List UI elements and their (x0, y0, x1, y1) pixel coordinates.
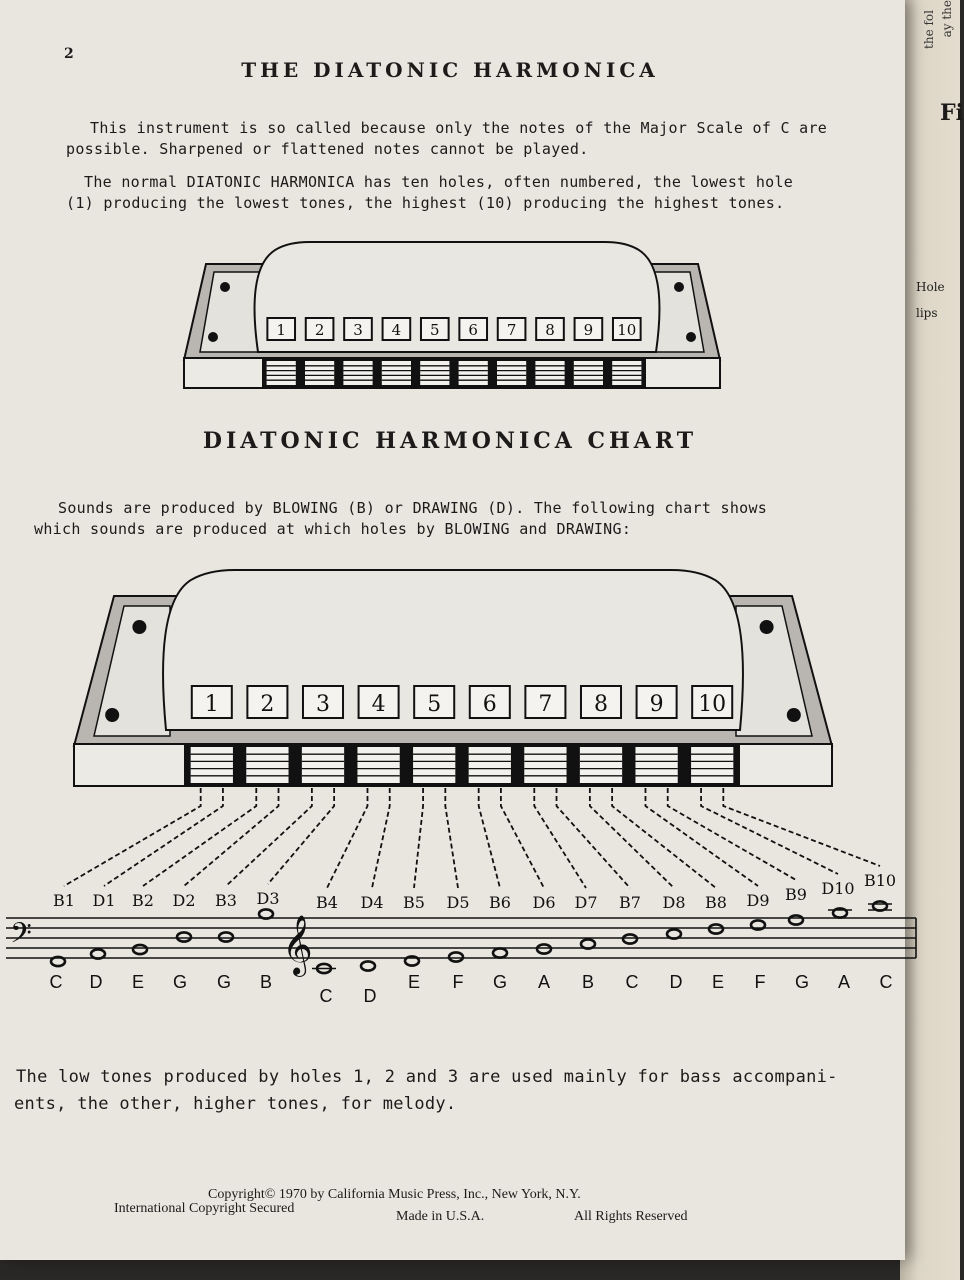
hole-number: 6 (468, 321, 478, 340)
facing-page-fragment: ay the (940, 0, 954, 38)
hole-number: 4 (391, 321, 402, 340)
hole-label: D7 (574, 893, 598, 912)
harmonica-hole (691, 747, 733, 783)
whole-note (493, 948, 507, 957)
harmonica (74, 570, 832, 786)
note-name: G (216, 972, 232, 992)
hole-number: 4 (371, 691, 386, 717)
leader-line (590, 788, 674, 888)
treble-clef-icon: 𝄞 (282, 915, 313, 975)
blow-draw-leaders (64, 788, 880, 888)
closing-paragraph (14, 1064, 914, 1118)
harmonica-hole (413, 747, 455, 783)
whole-note (361, 961, 375, 970)
note-name: G (492, 972, 508, 992)
hole-label: B6 (489, 893, 511, 912)
hole-number: 6 (482, 691, 497, 717)
harmonica-hole (469, 747, 511, 783)
copyright-line: Copyright© 1970 by California Music Press, Inc., New York, N.Y. (208, 1187, 581, 1202)
whole-note (449, 952, 463, 961)
note-head (177, 932, 191, 941)
screw-icon (105, 708, 119, 722)
whole-note (312, 964, 336, 973)
leader-line (534, 788, 586, 888)
hole-number: 2 (314, 321, 325, 340)
hole-label: B7 (619, 893, 641, 912)
hole-opening (635, 747, 677, 783)
hole-label: B3 (215, 891, 237, 910)
leader-line (612, 788, 716, 888)
harmonica-hole (357, 747, 399, 783)
hole-opening (413, 747, 455, 783)
whole-note (828, 908, 852, 917)
leader-line (64, 788, 201, 886)
note-head (259, 909, 273, 918)
note-name: A (537, 972, 551, 992)
intro-paragraph-1-line: This instrument is so called because only the notes of the Major Scale of C are (90, 119, 828, 137)
whole-note (133, 945, 147, 954)
rights-reserved: All Rights Reserved (574, 1209, 688, 1224)
leader-line (723, 788, 880, 866)
note-head (873, 901, 887, 910)
hole-label: B9 (785, 885, 807, 904)
whole-note (623, 934, 637, 943)
harmonica-hole (191, 747, 233, 783)
hole-opening (191, 747, 233, 783)
leader-line (479, 788, 500, 888)
intro-paragraph-1-line: possible. Sharpened or flattened notes cannot be played. (66, 140, 589, 158)
note-head (581, 939, 595, 948)
chart-paragraph-line: Sounds are produced by BLOWING (B) or DRAWING (D). The following chart shows (58, 499, 768, 517)
leader-line (445, 788, 458, 888)
harmonica-hole (580, 747, 622, 783)
whole-note (868, 901, 892, 910)
note-name: C (319, 986, 333, 1006)
screw-icon (760, 620, 774, 634)
hole-label: B1 (53, 891, 75, 910)
hole-number: 5 (427, 691, 442, 717)
leader-line (268, 788, 334, 884)
chart-paragraph-line: which sounds are produced at which holes by BLOWING and DRAWING: (34, 520, 632, 538)
whole-note (91, 949, 105, 958)
bass-clef-icon: 𝄢 (10, 917, 32, 957)
hole-label: D10 (821, 879, 855, 898)
note-name: B (259, 972, 273, 992)
hole-label: D9 (746, 891, 770, 910)
whole-note (219, 932, 233, 941)
hole-number: 7 (538, 691, 553, 717)
whole-note (177, 932, 191, 941)
note-name: E (711, 972, 725, 992)
note-name: D (363, 986, 377, 1006)
intro-paragraph-2-line: (1) producing the lowest tones, the highest (10) producing the highest tones. (66, 194, 785, 212)
whole-note (259, 909, 273, 918)
harmonica-hole (524, 747, 566, 783)
screw-icon (787, 708, 801, 722)
hole-number: 9 (649, 691, 664, 717)
note-name: F (754, 972, 766, 992)
hole-opening (691, 747, 733, 783)
leader-line (645, 788, 758, 886)
note-head (219, 932, 233, 941)
hole-number: 8 (545, 321, 555, 340)
hole-label: D3 (256, 889, 280, 908)
intro-paragraph-2-line: The normal DIATONIC HARMONICA has ten holes, often numbered, the lowest hole (84, 173, 794, 191)
leader-line (501, 788, 544, 888)
screw-icon (132, 620, 146, 634)
note-name: E (131, 972, 145, 992)
leader-line (226, 788, 312, 886)
note-name: F (452, 972, 464, 992)
leader-line (184, 788, 279, 886)
music-staff (6, 901, 916, 977)
hole-number: 8 (594, 691, 608, 717)
hole-number: 7 (506, 321, 517, 340)
harmonica-hole (302, 747, 344, 783)
hole-number: 1 (204, 691, 219, 717)
note-name: B (581, 972, 595, 992)
facing-page-fragment: Fi (940, 100, 964, 126)
hole-label: D8 (662, 893, 686, 912)
facing-page-fragment: the fol (922, 10, 936, 49)
hole-number: 2 (260, 691, 275, 717)
hole-label: B5 (403, 893, 425, 912)
note-head (789, 915, 803, 924)
copyright-secured: International Copyright Secured (114, 1201, 295, 1216)
hole-number: 9 (583, 321, 594, 340)
note-name: C (49, 972, 63, 992)
note-head (537, 944, 551, 953)
hole-number: 1 (276, 321, 286, 340)
hole-label: D6 (532, 893, 556, 912)
whole-note (581, 939, 595, 948)
note-head (91, 949, 105, 958)
whole-note (537, 944, 551, 953)
hole-opening (302, 747, 344, 783)
leader-line (327, 788, 367, 888)
leader-line (701, 788, 838, 874)
made-in: Made in U.S.A. (396, 1209, 485, 1224)
note-name: C (879, 972, 893, 992)
hole-label: B4 (316, 893, 338, 912)
whole-note (709, 924, 723, 933)
hole-opening (469, 747, 511, 783)
closing-paragraph-line: The low tones produced by holes 1, 2 and 3 are used mainly for bass accompani- (16, 1067, 838, 1087)
note-head (361, 961, 375, 970)
whole-note (789, 915, 803, 924)
note-name: D (89, 972, 103, 992)
page-number: 2 (64, 46, 74, 62)
leader-line (414, 788, 423, 888)
note-name: E (407, 972, 421, 992)
hole-number: 3 (353, 321, 363, 340)
hole-opening (357, 747, 399, 783)
hole-label: D1 (92, 891, 116, 910)
leader-line (143, 788, 256, 886)
note-head (493, 948, 507, 957)
hole-label: D4 (360, 893, 384, 912)
facing-page-fragment: lips (916, 306, 938, 320)
hole-number: 3 (316, 691, 330, 717)
note-head (709, 924, 723, 933)
hole-number: 10 (617, 321, 637, 340)
harmonica-hole (635, 747, 677, 783)
hole-label: B8 (705, 893, 727, 912)
whole-note (667, 929, 681, 938)
leader-line (372, 788, 390, 888)
note-head (449, 952, 463, 961)
note-name: A (837, 972, 851, 992)
chart-title: DIATONIC HARMONICA CHART (202, 428, 698, 454)
closing-paragraph-line: ents, the other, higher tones, for melody. (14, 1094, 457, 1114)
note-head (133, 945, 147, 954)
note-name: D (669, 972, 683, 992)
hole-label: D5 (446, 893, 470, 912)
note-name: G (172, 972, 188, 992)
page-title: THE DIATONIC HARMONICA (241, 58, 659, 82)
note-head (623, 934, 637, 943)
facing-page-fragment: Hole (916, 280, 945, 294)
hole-label: D2 (172, 891, 196, 910)
hole-number: 5 (430, 321, 440, 340)
hole-opening (580, 747, 622, 783)
hole-opening (246, 747, 288, 783)
hole-label: B10 (863, 871, 897, 890)
hole-opening (524, 747, 566, 783)
harmonica-hole (246, 747, 288, 783)
note-name: G (794, 972, 810, 992)
hole-label: B2 (132, 891, 154, 910)
leader-line (557, 788, 630, 888)
note-head (667, 929, 681, 938)
note-name: C (625, 972, 639, 992)
hole-number: 10 (698, 691, 727, 717)
